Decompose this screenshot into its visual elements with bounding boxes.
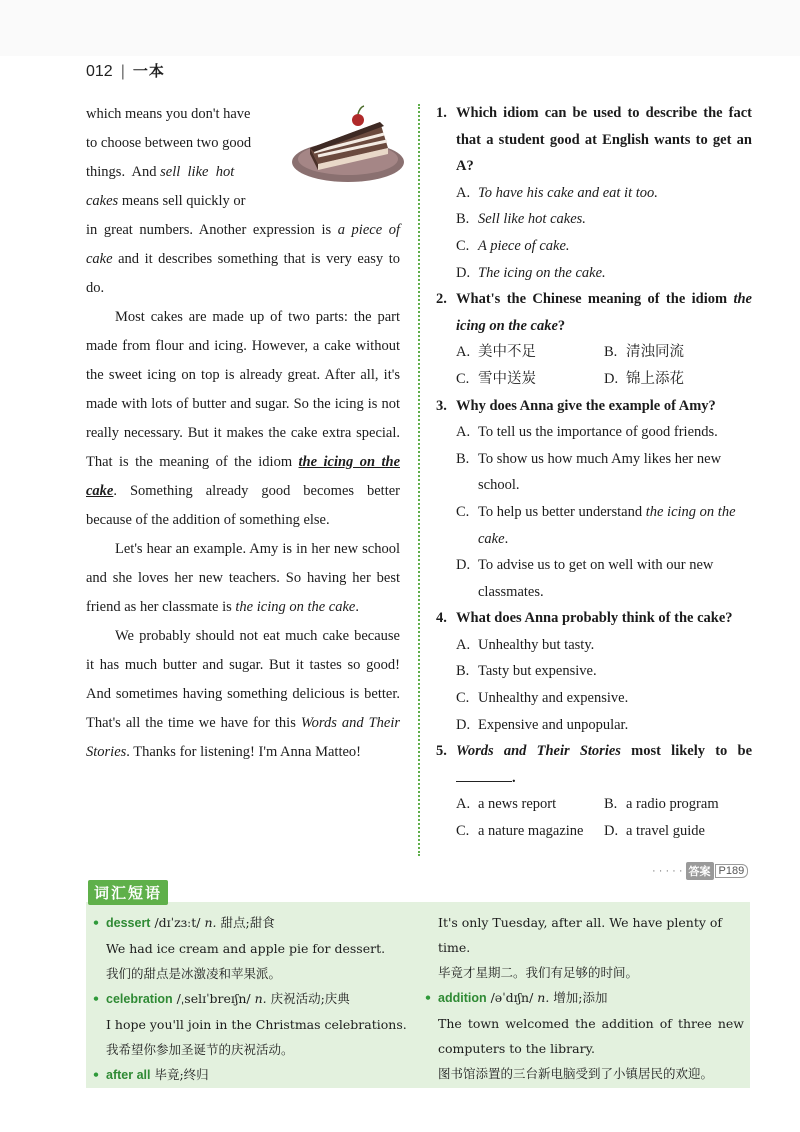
example-en: We had ice cream and apple pie for dessert. [106, 941, 386, 956]
answer-page: P189 [715, 864, 749, 878]
example-cn: 我们的甜点是冰激凌和苹果派。 [106, 966, 282, 981]
column-divider [418, 104, 420, 856]
article-text [86, 100, 400, 767]
q5-option-b[interactable]: B. a radio program [604, 796, 719, 813]
q2-option-b[interactable]: B. 清浊同流 [604, 344, 684, 361]
q2-options-row-1 [436, 339, 752, 366]
answer-dots: · · · · · [652, 865, 683, 877]
page-header [86, 60, 165, 81]
q5-option-a[interactable]: A. a news report [456, 796, 557, 813]
q5-options-row-1 [436, 791, 752, 818]
example-cn: 图书馆添置的三台新电脑受到了小镇居民的欢迎。 [438, 1066, 714, 1081]
answer-reference [652, 862, 748, 880]
paragraph-4: We probably should not eat much cake because it has much butter and sugar. But it tastes so good! And sometimes having something delicious is better. That's all the time we have for this Words and Their Stories. Thanks for listening! I'm Anna Matteo! [86, 628, 400, 760]
q3-option-b[interactable]: B. To show us how much Amy likes her new school. [456, 450, 722, 494]
q5-options-row-2 [436, 818, 752, 845]
question-2: 2. What's the Chinese meaning of the idiom the icing on the cake? [436, 291, 752, 334]
q4-option-d[interactable]: D. Expensive and unpopular. [456, 716, 629, 733]
answer-tag: 答案 [686, 862, 714, 880]
brand-logo: 一本 [132, 62, 165, 80]
example-en: It's only Tuesday, after all. We have plenty of time. [438, 915, 723, 955]
questions-column [436, 100, 752, 845]
q1-option-d[interactable]: D. The icing on the cake. [456, 264, 606, 281]
article-line: which means you don't have [86, 106, 251, 122]
top-band [0, 0, 800, 56]
vocab-heading: 词汇短语 [88, 880, 168, 905]
article-line: to choose between two good [86, 135, 252, 151]
paragraph-2: Most cakes are made up of two parts: the part made from flour and icing. However, a cake without the sweet icing on top is already great. After all, it's made with lots of butter and sugar. So the icing is not really necessary. But it makes the cake extra special. That is the meaning of the idiom the icing on the cake. Something already good becomes better because of the addition of something else. [86, 309, 400, 528]
q4-option-a[interactable]: A. Unhealthy but tasty. [456, 636, 595, 653]
vocab-entry-celebration: celebration /ˌselɪˈbreɪʃn/ n. 庆祝活动;庆典 [106, 991, 350, 1006]
example-en: computers to the library. [438, 1041, 595, 1056]
vocab-left [106, 910, 426, 1088]
q4-option-c[interactable]: C. Unhealthy and expensive. [456, 690, 629, 707]
q5-option-d[interactable]: D. a travel guide [604, 823, 705, 840]
q3-option-d[interactable]: D. To advise us to get on well with our new classmates. [456, 557, 714, 600]
question-4: 4. What does Anna probably think of the cake? [436, 610, 733, 627]
example-en: I hope you'll join in the Christmas celebrations. [106, 1017, 407, 1032]
vocab-entry-addition: addition /əˈdɪʃn/ n. 增加;添加 [438, 990, 608, 1005]
q2-option-d[interactable]: D. 锦上添花 [604, 370, 684, 387]
q4-option-b[interactable]: B. Tasty but expensive. [456, 663, 597, 680]
question-5: 5. Words and Their Stories most likely to be . [436, 743, 753, 786]
q2-options-row-2 [436, 366, 752, 393]
example-cn: 我希望你参加圣诞节的庆祝活动。 [106, 1042, 294, 1057]
answer-blank [456, 767, 512, 782]
q3-option-c[interactable]: C. To help us better understand the icing on the cake. [456, 503, 736, 547]
vocab-right [438, 910, 744, 1086]
q1-option-b[interactable]: B. Sell like hot cakes. [456, 211, 586, 228]
header-separator: | [120, 63, 125, 80]
q3-option-a[interactable]: A. To tell us the importance of good friends. [456, 424, 718, 441]
example-cn: 毕竟才星期二。我们有足够的时间。 [438, 965, 639, 980]
question-1: 1. Which idiom can be used to describe the fact that a student good at English wants to get an A? [436, 105, 752, 175]
example-en: The town welcomed the addition of three new [438, 1016, 744, 1031]
q1-option-a[interactable]: A. To have his cake and eat it too. [456, 184, 658, 201]
paragraph-3: Let's hear an example. Amy is in her new school and she loves her new teachers. So having her best friend as her classmate is the icing on the cake. [86, 541, 400, 615]
q1-option-c[interactable]: C. A piece of cake. [456, 237, 570, 254]
q5-option-c[interactable]: C. a nature magazine [456, 823, 584, 840]
article-line: things. And sell like hot [86, 164, 235, 180]
vocab-entry-after-all: after all 毕竟;终归 [106, 1067, 209, 1082]
q2-option-a[interactable]: A. 美中不足 [456, 344, 536, 361]
idiom-highlight: the icing on the cake [86, 454, 400, 499]
page-number: 012 [86, 63, 113, 80]
article-line: cakes means sell quickly or [86, 193, 246, 209]
paragraph-1-rest: in great numbers. Another expression is a piece of cake and it describes something that is very easy to do. [86, 222, 400, 296]
vocab-entry-dessert: dessert /dɪˈzɜːt/ n. 甜点;甜食 [106, 915, 275, 930]
q2-option-c[interactable]: C. 雪中送炭 [456, 370, 536, 387]
question-3: 3. Why does Anna give the example of Amy? [436, 397, 716, 414]
